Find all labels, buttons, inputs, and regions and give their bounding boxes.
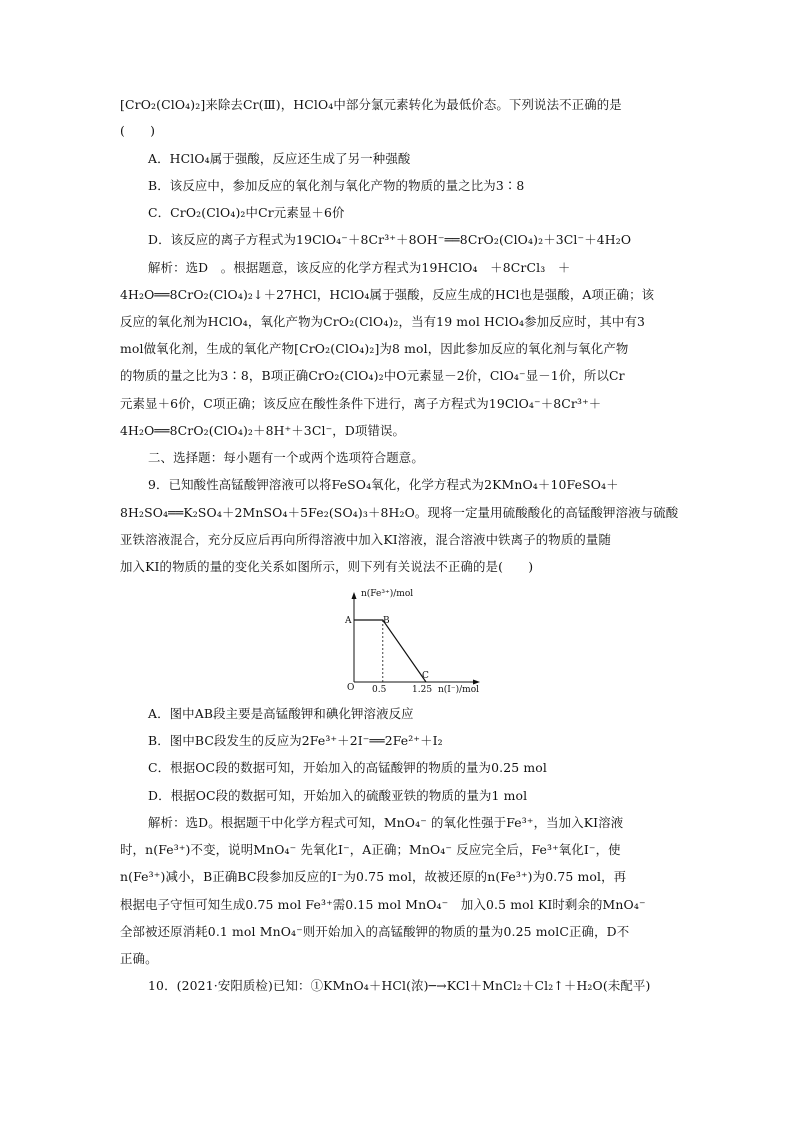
option-c: C．CrO₂(ClO₄)₂中Cr元素显＋6价 — [148, 205, 345, 220]
analysis-text: 元素显＋6价，C项正确；该反应在酸性条件下进行，离子方程式为19ClO₄⁻＋8Cr³⁺＋ — [120, 396, 602, 411]
analysis-text: 全部被还原消耗0.1 mol MnO₄⁻则开始加入的高锰酸钾的物质的量为0.25 molC正确，D不 — [120, 924, 630, 939]
analysis-text: 的物质的量之比为3∶8，B项正确CrO₂(ClO₄)₂中O元素显－2价，ClO₄⁻显－1价，所以Cr — [120, 368, 625, 383]
analysis-text: 解析：选D 。根据题意，该反应的化学方程式为19HClO₄ ＋8CrCl₃ ＋ — [148, 260, 571, 275]
fe3-vs-i-graph — [338, 586, 488, 698]
option-a: A．图中AB段主要是高锰酸钾和碘化钾溶液反应 — [148, 706, 414, 721]
point-c-label: C — [422, 671, 429, 681]
x-tick-0-5: 0.5 — [372, 685, 387, 695]
analysis-text: 正确。 — [120, 951, 158, 966]
question-9-stem: 加入KI的物质的量的变化关系如图所示，则下列有关说法不正确的是( ) — [120, 559, 534, 574]
fe3-data-line — [354, 620, 426, 682]
option-d: D．根据OC段的数据可知，开始加入的硫酸亚铁的物质的量为1 mol — [148, 788, 528, 803]
x-axis-label: n(I⁻)/mol — [438, 685, 479, 695]
question-10-stem: 10．(2021·安阳质检)已知：①KMnO₄＋HCl(浓)─→KCl＋MnCl₂＋Cl₂↑＋H₂O(未配平) — [148, 978, 651, 993]
analysis-text: 解析：选D。根据题干中化学方程式可知，MnO₄⁻ 的氧化性强于Fe³⁺，当加入KI溶液 — [148, 815, 624, 830]
analysis-text: 4H₂O══8CrO₂(ClO₄)₂↓＋27HCl，HClO₄属于强酸，反应生成的HCl也是强酸，A项正确；该 — [120, 287, 655, 302]
analysis-text: 4H₂O══8CrO₂(ClO₄)₂＋8H⁺＋3Cl⁻，D项错误。 — [120, 423, 406, 438]
text-line: ( ) — [120, 123, 156, 138]
analysis-text: mol做氧化剂，生成的氧化产物[CrO₂(ClO₄)₂]为8 mol，因此参加反应的氧化剂与氧化产物 — [120, 341, 629, 356]
option-a: A．HClO₄属于强酸，反应还生成了另一种强酸 — [148, 151, 411, 166]
point-a-label: A — [345, 616, 352, 626]
option-b: B．该反应中，参加反应的氧化剂与氧化产物的物质的量之比为3∶8 — [148, 178, 525, 193]
option-c: C．根据OC段的数据可知，开始加入的高锰酸钾的物质的量为0.25 mol — [148, 760, 547, 775]
analysis-text: 时，n(Fe³⁺)不变，说明MnO₄⁻ 先氧化I⁻，A正确；MnO₄⁻ 反应完全后，Fe³⁺氧化I⁻，使 — [120, 842, 621, 857]
text-line: [CrO₂(ClO₄)₂]来除去Cr(Ⅲ)，HClO₄中部分氯元素转化为最低价态。下列说法不正确的是 — [120, 97, 622, 112]
analysis-text: 反应的氧化剂为HClO₄，氧化产物为CrO₂(ClO₄)₂，当有19 mol HClO₄参加反应时，其中有3 — [120, 314, 646, 329]
option-b: B．图中BC段发生的反应为2Fe³⁺＋2I⁻══2Fe²⁺＋I₂ — [148, 733, 443, 748]
section-heading: 二、选择题：每小题有一个或两个选项符合题意。 — [148, 450, 424, 465]
point-b-label: B — [383, 616, 390, 626]
analysis-text: n(Fe³⁺)减小，B正确BC段参加反应的I⁻为0.75 mol，故被还原的n(Fe³⁺)为0.75 mol，再 — [120, 869, 627, 884]
x-axis-arrow — [473, 680, 480, 685]
x-tick-1-25: 1.25 — [412, 685, 433, 695]
origin-label: O — [347, 683, 355, 693]
question-9-stem: 8H₂SO₄══K₂SO₄＋2MnSO₄＋5Fe₂(SO₄)₃＋8H₂O。现将一定量用硫酸酸化的高锰酸钾溶液与硫酸 — [120, 505, 679, 520]
analysis-text: 根据电子守恒可知生成0.75 mol Fe³⁺需0.15 mol MnO₄⁻ 加入0.5 mol KI时剩余的MnO₄⁻ — [120, 897, 646, 912]
question-9-stem: 9．已知酸性高锰酸钾溶液可以将FeSO₄氧化，化学方程式为2KMnO₄＋10FeSO₄＋ — [148, 477, 619, 492]
y-axis-label: n(Fe³⁺)/mol — [361, 589, 414, 599]
question-9-stem: 亚铁溶液混合，充分反应后再向所得溶液中加入KI溶液，混合溶液中铁离子的物质的量随 — [120, 532, 611, 547]
option-d: D．该反应的离子方程式为19ClO₄⁻＋8Cr³⁺＋8OH⁻══8CrO₂(ClO₄)₂＋3Cl⁻＋4H₂O — [148, 232, 632, 247]
y-axis-arrow — [352, 592, 357, 599]
